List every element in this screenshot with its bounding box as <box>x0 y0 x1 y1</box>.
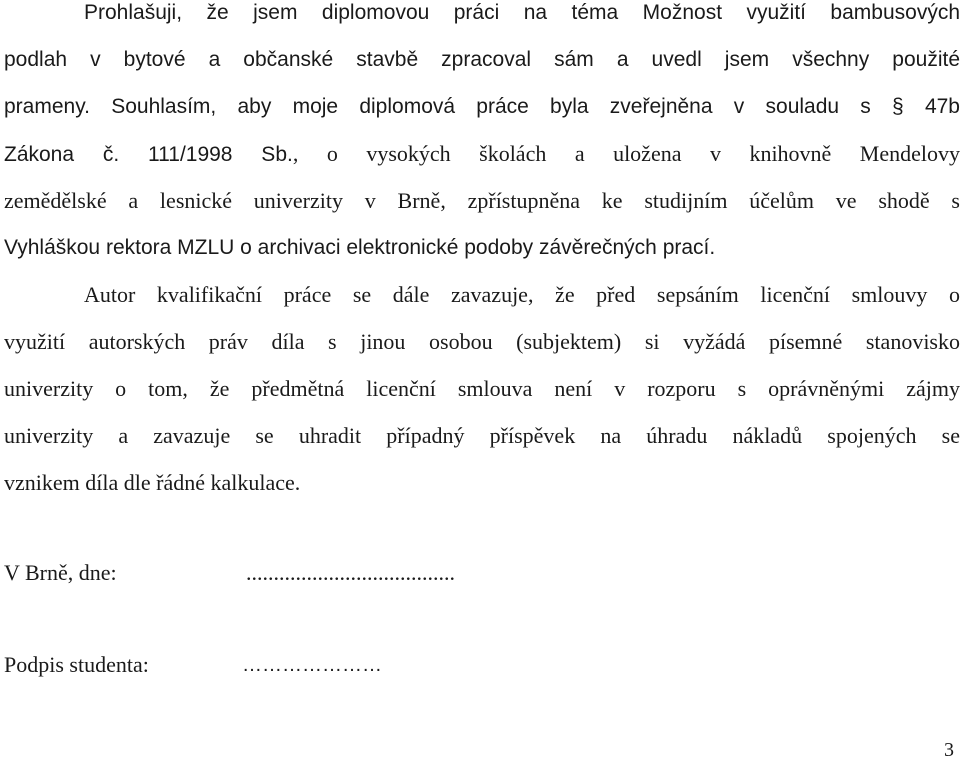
text-line: vznikem díla dle řádné kalkulace. <box>4 470 301 495</box>
text-line: Prohlašuji, že jsem diplomovou práci na téma Možnost využití bambusových <box>84 1 960 24</box>
student-signature-label: Podpis studenta: <box>4 652 149 677</box>
text-line: Vyhláškou rektora MZLU o archivaci elektronické podoby závěrečných prací. <box>4 236 716 259</box>
text-line: univerzity o tom, že předmětná licenční smlouva není v rozporu s oprávněnými zájmy <box>4 376 960 401</box>
declaration-paragraph-1 <box>4 0 960 282</box>
date-place-label: V Brně, dne: <box>4 560 117 585</box>
text-span-sans: Zákona č. 111/1998 Sb. <box>4 143 293 166</box>
text-line: Autor kvalifikační práce se dále zavazuje, že před sepsáním licenční smlouvy o <box>84 282 960 307</box>
text-span-serif: , o vysokých školách a uložena v knihovně Mendelovy <box>292 141 960 166</box>
text-line: podlah v bytové a občanské stavbě zpracoval sám a uvedl jsem všechny použité <box>4 48 960 71</box>
text-line: využití autorských práv díla s jinou osobou (subjektem) si vyžádá písemné stanovisko <box>4 329 960 354</box>
page-number: 3 <box>944 739 954 761</box>
student-signature-field: ………………… <box>242 654 382 676</box>
declaration-paragraph-2 <box>4 282 960 517</box>
text-line: univerzity a zavazuje se uhradit případný příspěvek na úhradu nákladů spojených se <box>4 423 960 448</box>
text-line: zemědělské a lesnické univerzity v Brně, zpřístupněna ke studijním účelům ve shodě s <box>4 188 960 213</box>
date-place-field: ...................................... <box>246 560 455 585</box>
text-line: prameny. Souhlasím, aby moje diplomová práce byla zveřejněna v souladu s § 47b <box>4 95 960 118</box>
text-line-mixed <box>4 141 960 188</box>
